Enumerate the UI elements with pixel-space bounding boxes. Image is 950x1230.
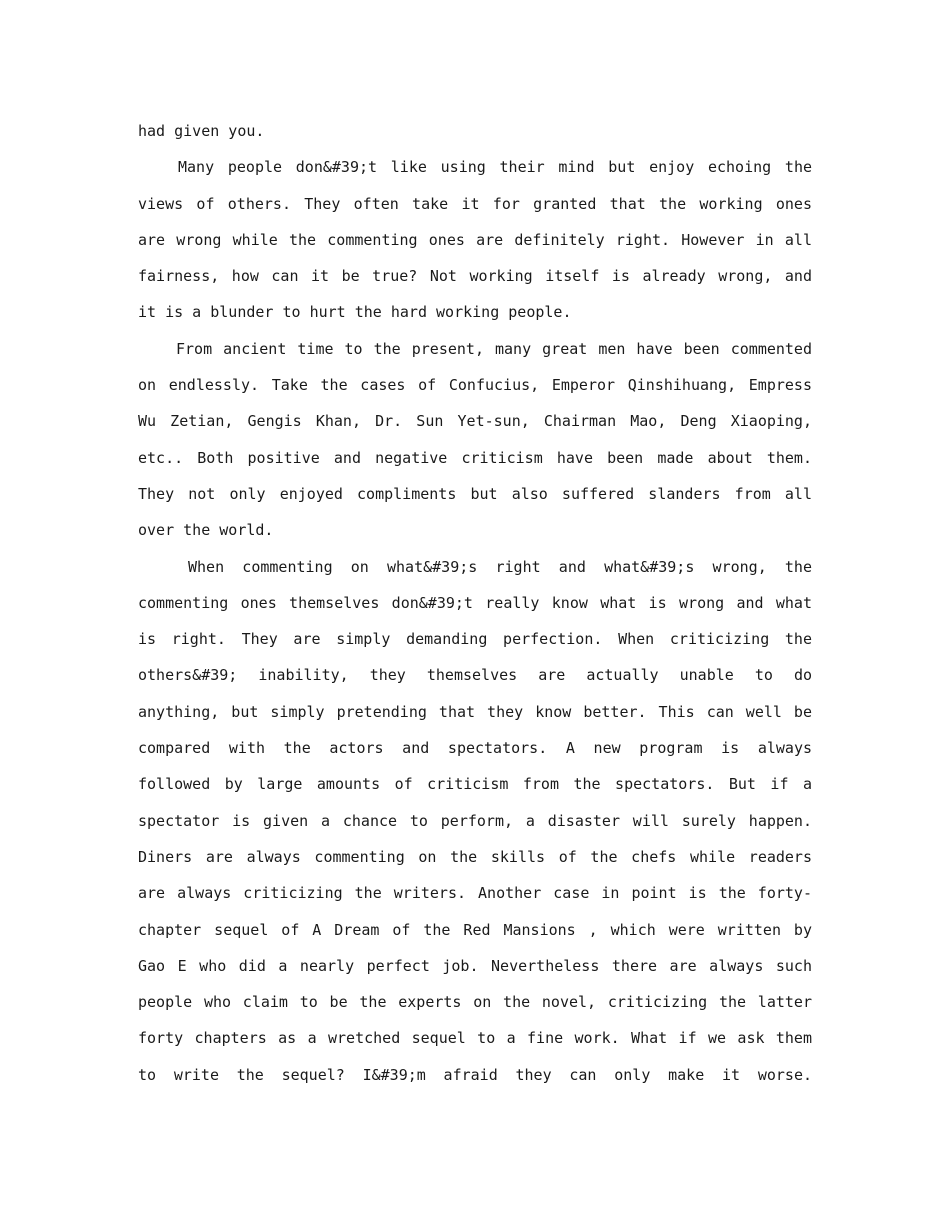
text-line: They not only enjoyed compliments but also suffered slanders from all: [138, 484, 812, 503]
text-line: Many people don&#39;t like using their mind but enjoy echoing the: [178, 158, 812, 177]
text-line: had given you.: [138, 122, 265, 140]
text-line: Wu Zetian, Gengis Khan, Dr. Sun Yet-sun, Chairman Mao, Deng Xiaoping,: [138, 412, 812, 431]
text-line: followed by large amounts of criticism from the spectators. But if a: [138, 775, 812, 794]
text-line: to write the sequel? I&#39;m afraid they can only make it worse.: [138, 1065, 812, 1084]
text-line: people who claim to be the experts on the novel, criticizing the latter: [138, 993, 812, 1012]
text-line: commenting ones themselves don&#39;t really know what is wrong and what: [138, 593, 812, 612]
text-line: forty chapters as a wretched sequel to a fine work. What if we ask them: [138, 1029, 812, 1048]
text-line: anything, but simply pretending that they know better. This can well be: [138, 702, 812, 721]
text-line: When commenting on what&#39;s right and what&#39;s wrong, the: [188, 557, 812, 576]
text-line: over the world.: [138, 521, 274, 540]
text-line: on endlessly. Take the cases of Confucius, Emperor Qinshihuang, Empress: [138, 376, 812, 395]
text-line: others&#39; inability, they themselves are actually unable to do: [138, 666, 812, 685]
text-line: compared with the actors and spectators. A new program is always: [138, 739, 812, 758]
text-line: From ancient time to the present, many great men have been commented: [176, 339, 812, 358]
text-line: fairness, how can it be true? Not working itself is already wrong, and: [138, 267, 812, 286]
text-line: it is a blunder to hurt the hard working people.: [138, 303, 572, 322]
text-line: Gao E who did a nearly perfect job. Nevertheless there are always such: [138, 956, 812, 975]
text-line: spectator is given a chance to perform, a disaster will surely happen.: [138, 811, 812, 830]
text-line: is right. They are simply demanding perfection. When criticizing the: [138, 630, 812, 649]
text-line: etc.. Both positive and negative criticism have been made about them.: [138, 448, 812, 467]
paragraph: [138, 113, 812, 149]
body-text: [138, 113, 812, 1093]
paragraph: [138, 149, 812, 330]
text-line: are always criticizing the writers. Another case in point is the forty-: [138, 884, 812, 903]
paragraph: [138, 549, 812, 1093]
paragraph: [138, 331, 812, 549]
text-line: views of others. They often take it for granted that the working ones: [138, 194, 812, 213]
text-line: chapter sequel of A Dream of the Red Mansions , which were written by: [138, 920, 812, 939]
text-line: are wrong while the commenting ones are definitely right. However in all: [138, 230, 812, 249]
text-line: Diners are always commenting on the skills of the chefs while readers: [138, 847, 812, 866]
